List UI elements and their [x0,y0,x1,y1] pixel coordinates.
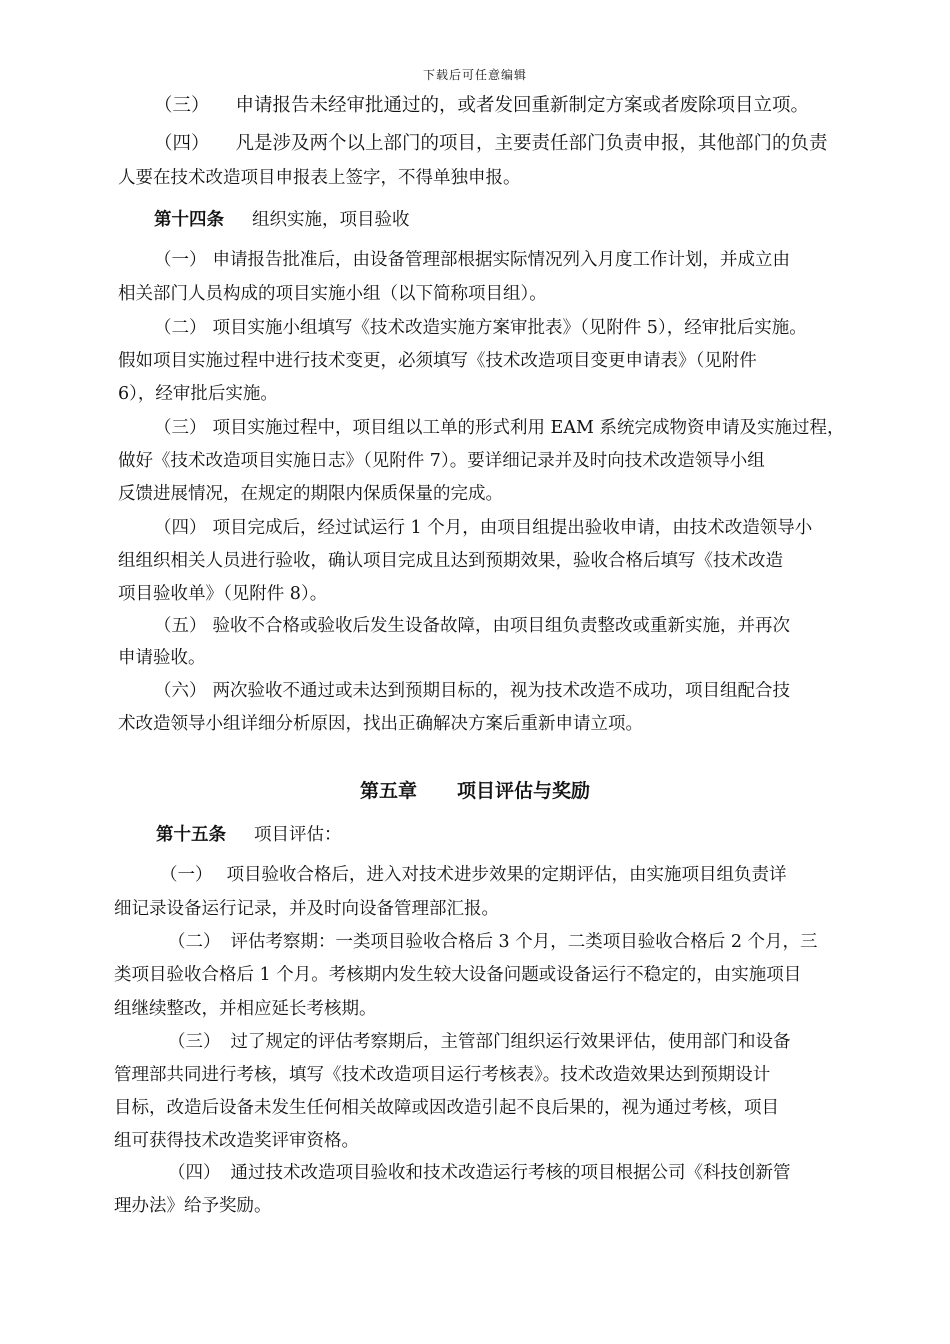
line-text: 理办法》给予奖励。 [114,1196,272,1216]
paragraph-line [154,679,790,703]
chapter-title: 项目评估与奖励 [457,780,591,802]
paragraph-line [154,516,812,540]
line-text: 术改造领导小组详细分析原因，找出正确解决方案后重新申请立项。 [118,714,643,734]
line-text: 申请报告批准后，由设备管理部根据实际情况列入月度工作计划，并成立由 [212,250,790,270]
line-text: 目标，改造后设备未发生任何相关故障或因改造引起不良后果的，视为通过考核，项目 [114,1098,779,1118]
paragraph-line [168,1161,791,1185]
item-marker: （一） [154,250,207,270]
line-text: 申请报告未经审批通过的，或者发回重新制定方案或者废除项目立项。 [235,95,810,116]
paragraph-line [168,1030,791,1054]
item-marker: （二） [154,318,207,338]
line-text: 项目实施小组填写《技术改造实施方案审批表》（见附件 5），经审批后实施。 [212,318,807,338]
item-marker: （六） [154,681,207,701]
item-marker: （五） [154,616,207,636]
article-number: 第十五条 [156,825,226,845]
article-number: 第十四条 [154,210,224,230]
line-text: 细记录设备运行记录，并及时向设备管理部汇报。 [114,899,499,919]
line-text: 项目完成后，经过试运行 1 个月，由项目组提出验收申请，由技术改造领导小 [212,518,813,538]
paragraph-line [160,863,787,887]
paragraph-line [168,930,818,954]
paragraph-line [118,449,765,473]
paragraph-line [118,549,783,573]
line-text: 做好《技术改造项目实施日志》（见附件 7）。要详细记录并及时向技术改造领导小组 [118,451,765,471]
article-heading [154,208,410,232]
line-text: 申请验收。 [118,648,206,668]
line-text: 项目验收单》（见附件 8）。 [118,584,328,604]
item-marker: （三） [168,1032,221,1052]
paragraph-line [118,582,327,606]
chapter-heading [0,776,950,803]
item-marker: （四） [154,518,207,538]
line-text: 组继续整改，并相应延长考核期。 [114,999,377,1019]
paragraph-line [118,646,206,670]
paragraph-line [154,94,809,118]
paragraph-line [154,416,844,440]
line-text: 人要在技术改造项目申报表上签字，不得单独申报。 [118,168,521,188]
line-text: 反馈进展情况，在规定的期限内保质保量的完成。 [118,484,503,504]
paragraph-line [154,248,790,272]
paragraph-line [118,166,521,190]
paragraph-line [114,963,801,987]
paragraph-line [118,712,643,736]
line-text: 相关部门人员构成的项目实施小组（以下简称项目组）。 [118,284,547,304]
line-text: 类项目验收合格后 1 个月。考核期内发生较大设备问题或设备运行不稳定的，由实施项目 [114,965,802,985]
article-heading [156,823,342,847]
line-text: 凡是涉及两个以上部门的项目，主要责任部门负责申报，其他部门的负责 [235,133,828,154]
chapter-number: 第五章 [359,780,417,802]
line-text: 项目实施过程中，项目组以工单的形式利用 EAM 系统完成物资申请及实施过程， [212,418,845,438]
page-header: 下载后可任意编辑 [422,68,527,82]
item-marker: （四） [168,1163,221,1183]
line-text: 6），经审批后实施。 [118,384,278,404]
item-marker: （一） [160,865,213,885]
article-title: 组织实施，项目验收 [252,210,410,230]
paragraph-line [154,132,828,156]
paragraph-line [114,1063,770,1087]
line-text: 验收不合格或验收后发生设备故障，由项目组负责整改或重新实施，并再次 [212,616,790,636]
paragraph-line [154,316,807,340]
paragraph-line [118,349,757,373]
line-text: 组可获得技术改造奖评审资格。 [114,1131,359,1151]
line-text: 管理部共同进行考核，填写《技术改造项目运行考核表》。技术改造效果达到预期设计 [114,1065,771,1085]
line-text: 评估考察期：一类项目验收合格后 3 个月，二类项目验收合格后 2 个月，三 [230,932,818,952]
paragraph-line [118,382,278,406]
paragraph-line [114,1129,359,1153]
paragraph-line [114,1096,779,1120]
paragraph-line [118,482,503,506]
line-text: 组组织相关人员进行验收，确认项目完成且达到预期效果，验收合格后填写《技术改造 [118,551,783,571]
paragraph-line [154,614,790,638]
item-marker: （四） [154,133,210,154]
paragraph-line [114,997,377,1021]
paragraph-line [114,897,499,921]
article-title: 项目评估： [254,825,342,845]
line-text: 过了规定的评估考察期后，主管部门组织运行效果评估，使用部门和设备 [230,1032,791,1052]
line-text: 项目验收合格后，进入对技术进步效果的定期评估，由实施项目组负责详 [226,865,787,885]
item-marker: （三） [154,418,207,438]
paragraph-line [114,1194,272,1218]
item-marker: （三） [154,95,210,116]
line-text: 假如项目实施过程中进行技术变更，必须填写《技术改造项目变更申请表》（见附件 [118,351,757,371]
item-marker: （二） [168,932,221,952]
line-text: 两次验收不通过或未达到预期目标的，视为技术改造不成功，项目组配合技 [212,681,790,701]
line-text: 通过技术改造项目验收和技术改造运行考核的项目根据公司《科技创新管 [230,1163,791,1183]
paragraph-line [118,282,547,306]
